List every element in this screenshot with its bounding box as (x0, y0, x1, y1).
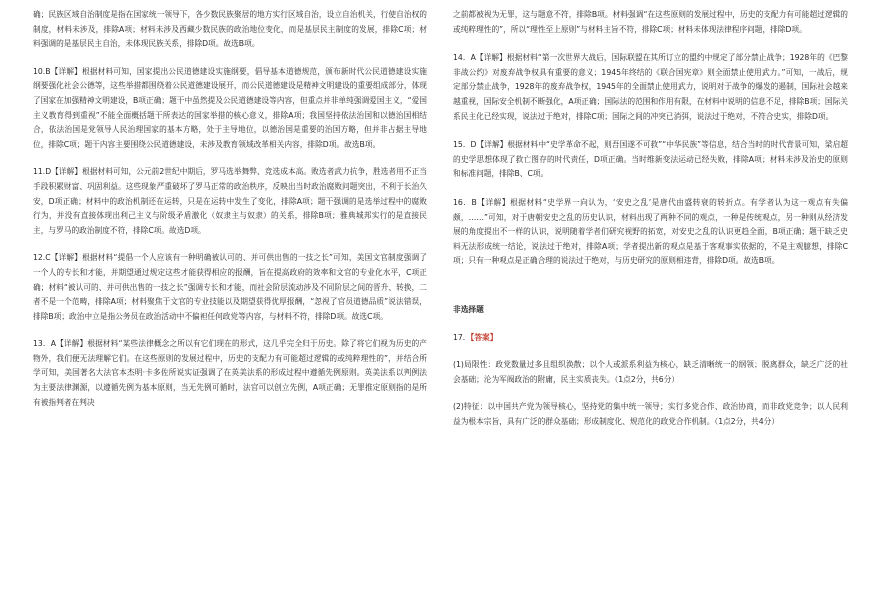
answer-16: 16．B【详解】根据材料“史学界一向认为，‘安史之乱’是唐代由盛转衰的转折点。有学者认为这一观点有失偏颇，……”可知，对于唐朝安史之乱的历史认识，材料出现了两种不同的观点，一种是传统观点，另一种则从经济发展的角度提出不一样的认识，说明随着学者们研究视野的拓宽，对安史之乱的认识更趋全面，B项正确；题干缺乏史料无法形成统一结论，说法过于绝对，排除A项；学者提出新的观点是基于客观事实依据的，不是主观臆想，排除C项；只有一种观点是正确合理的说法过于绝对，与历史研究的原则相违背，排除D项。故选B项。 (453, 197, 848, 266)
section-title-non-choice: 非选择题 (453, 304, 484, 314)
question-17-header (453, 331, 848, 346)
answer-15: 15．D【详解】根据材料中“史学革命不起，则吾国遂不可救”“中华民族”等信息，结合当时的时代背景可知，梁启超的史学思想体现了救亡图存的时代责任，D项正确。当时维新变法运动已经失败，排除A项；材料未涉及治史的原则和标准问题，排除B、C项。 (453, 140, 848, 179)
right-column (453, 8, 848, 429)
answer-9-continued: 确；民族区域自治制度是指在国家统一领导下，各少数民族聚居的地方实行区域自治，设立自治机关，行使自治权的制度，材料未涉及，排除A项；材料未涉及西藏少数民族的政治地位变化，而是基层民主制度的发展，排除C项；材料强调的是基层民主自治，未体现民族关系，排除D项。故选B项。 (33, 10, 427, 49)
answer-10: 10.B【详解】根据材料可知，国家提出公民道德建设实施纲要，倡导基本道德规范，颁布新时代公民道德建设实施纲要强化社会公德等，这些举措都围绕着公民道德建设展开，而公民道德建设是精神文明建设的重要组成部分，体现了国家在加强精神文明建设，B项正确；题干中虽然提及公民道德建设等内容，但重点并非单纯强调爱国主义，“爱国主义教育得到重视”不能全面概括题干所表达的国家举措的核心意义，排除A项；我国坚持依法治国和以德治国相结合，依法治国是党领导人民治理国家的基本方略，处于主导地位，以德治国是重要的治国方略，但并非占据主导地位，排除C项；题干内容主要围绕公民道德建设，未涉及教育领域改革相关内容，排除D项。故选B项。 (33, 66, 427, 149)
answer-11: 11.D【详解】根据材料可知，公元前2世纪中期后，罗马选举舞弊、竞选成本高。败选者武力抗争，胜选者用不正当手段积累财富、巩固利益。这些现象严重破坏了罗马正常的政治秩序，反映出当时政治腐败问题突出，不利于长治久安，D项正确；材料中的政治机制还在运转，只是在运转中发生了变化，排除A项；题干强调的是选举过程中的腐败行为，并没有直接体现出利己主义与阶级矛盾激化（奴隶主与奴隶）的关系，排除B项；雅典城邦实行的是直接民主，与罗马的政治制度不符，排除C项。故选D项。 (33, 167, 427, 235)
answer-17-part-1: (1)局限性：政党数量过多且组织涣散；以个人或派系利益为核心，缺乏清晰统一的纲领；脱离群众，缺乏广泛的社会基础；沦为军阀政治的附庸，民主实质丧失。（1点2分，共6分） (453, 360, 848, 384)
answer-label: 【答案】 (470, 332, 498, 342)
answer-13-continued: 之前都被视为无罪，这与题意不符，排除B项。材料强调“在这些原则的发展过程中，历史的支配力有可能超过逻辑的或纯粹理性的”，所以“理性至上原则”与材料主旨不符，排除C项；材料未体现法律程序问题，排除D项。 (453, 10, 848, 34)
answer-14: 14．A【详解】根据材料“第一次世界大战后，国际联盟在其所订立的盟约中规定了部分禁止战争；1928年的《巴黎非战公约》对废弃战争权具有重要的意义；1945年终结的《联合国宪章》则全面禁止使用武力。”可知，一战后，规定部分禁止战争，1928年的废弃战争权，1945年的全面禁止使用武力，说明对于战争的爆发的遏制，国际社会越来越重视，国际安全机制不断强化，A项正确；国际法的范围和作用有限，在材料中说明的信息不足，排除B项；国际关系民主化已经实现，说法过于绝对，排除C项；国际之间的冲突已消弭，说法过于绝对，不符合史实，排除D项。 (453, 53, 848, 121)
answer-12: 12.C【详解】根据材料“提倡一个人应该有一种明确被认可的、并可供出售的一技之长”可知，美国文官制度强调了一个人的专长和才能，并期望通过规定这些才能获得相应的报酬，旨在提高政府的效率和文官的专业化水平，C项正确；材料“被认可的、并可供出售的一技之长”强调专长和才能，而社会阶层流动涉及不同阶层之间的晋升、转换，二者不是一个范畴，排除A项；材料聚焦于文官的专业技能以及期望获得优厚报酬，“忽视了官员道德品质”说法错误，排除B项；政治中立是指公务员在政治活动中不偏袒任何政党等内容，与材料不符，排除D项。故选C项。 (33, 253, 427, 321)
question-17-number: 17． (453, 332, 471, 342)
answer-13: 13．A【详解】根据材料“某些法律概念之所以有它们现在的形式，这几乎完全归于历史。除了将它们视为历史的产物外，我们便无法理解它们。在这些原则的发展过程中，历史的支配力有可能超过逻辑的或纯粹理性的”，并结合所学可知，美国著名大法官本杰明·卡多佐所说实证强调了在英美法系的形成过程中遵循先例原则。英美法系以判例法为主要法律渊源，以遵循先例为基本原则，当无先例可循时，法官可以创立先例，A项正确；无罪推定原则指的是所有被指判者在判决 (33, 339, 427, 407)
answer-17-part-2: (2)特征：以中国共产党为领导核心，坚持党的集中统一领导；实行多党合作、政治协商，而非政党竞争；以人民利益为根本宗旨，具有广泛的群众基础；形成制度化、规范化的政党合作机制。（1点2分，共4分） (453, 402, 848, 426)
left-column (33, 8, 427, 410)
